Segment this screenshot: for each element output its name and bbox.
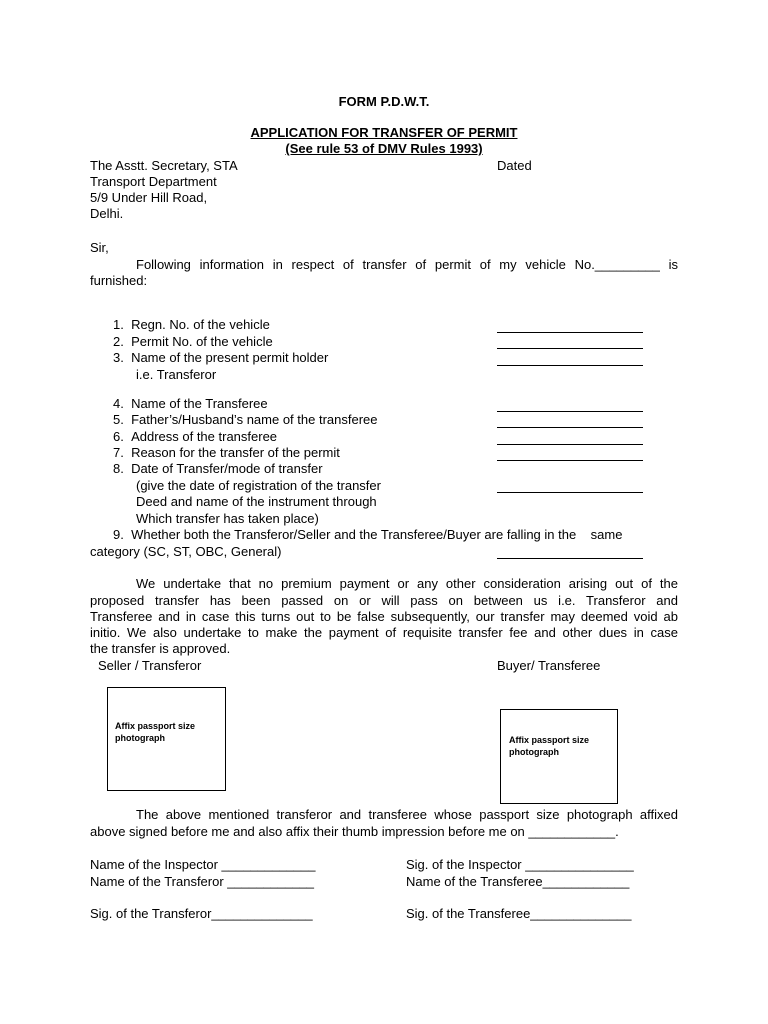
undertaking-line-4: initio. We also undertake to make the payment of requisite transfer fee and other dues in case [90,625,678,640]
item-8-detail-1: (give the date of registration of the transfer [136,478,381,493]
undertaking-line-3: Transferee and in case this turns out to be false subsequently, our transfer may deemed void ab [90,609,678,624]
buyer-photo-label: Affix passport size photograph [509,735,590,757]
item-4: 4. Name of the Transferee [113,396,268,411]
item-9: 9. Whether both the Transferor/Seller and the Transferee/Buyer are falling in the same [113,527,623,542]
attestation-line-2: above signed before me and also affix their thumb impression before me on ____________. [90,824,619,839]
item-5: 5. Father’s/Husband’s name of the transferee [113,412,378,427]
dated-label: Dated [497,158,532,173]
transferor-signature-field: Sig. of the Transferor______________ [90,906,313,921]
seller-photo-label: Affix passport size photograph [115,721,196,743]
address-line-3: 5/9 Under Hill Road, [90,190,208,205]
blank-line [497,460,643,461]
item-3: 3. Name of the present permit holder [113,350,329,365]
address-line-2: Transport Department [90,174,217,189]
item-3-continuation: i.e. Transferor [136,367,217,382]
seller-photo-box [107,687,226,791]
blank-line [497,365,643,366]
blank-line [497,492,643,493]
item-2: 2. Permit No. of the vehicle [113,334,273,349]
blank-line [497,444,643,445]
transferee-name-field: Name of the Transferee____________ [406,874,630,889]
blank-line [497,411,643,412]
intro-line-2: furnished: [90,273,148,288]
undertaking-line-1: We undertake that no premium payment or any other consideration arising out of the [136,576,678,591]
blank-line [497,348,643,349]
inspector-signature-field: Sig. of the Inspector _______________ [406,857,634,872]
page-subheading: (See rule 53 of DMV Rules 1993) [285,141,483,156]
buyer-photo-box [500,709,618,804]
seller-label: Seller / Transferor [98,658,202,673]
address-line-1: The Asstt. Secretary, STA [90,158,238,173]
form-title: FORM P.D.W.T. [338,94,430,109]
item-9-continuation: category (SC, ST, OBC, General) [90,544,282,559]
page-heading: APPLICATION FOR TRANSFER OF PERMIT [250,125,518,140]
intro-line-1: Following information in respect of transfer of permit of my vehicle No._________ is [136,257,678,272]
buyer-label: Buyer/ Transferee [497,658,601,673]
inspector-name-field: Name of the Inspector _____________ [90,857,316,872]
transferor-name-field: Name of the Transferor ____________ [90,874,315,889]
blank-line [497,558,643,559]
address-line-4: Delhi. [90,206,124,221]
item-1: 1. Regn. No. of the vehicle [113,317,270,332]
undertaking-line-2: proposed transfer has been passed on or will pass on between us i.e. Transferor and [90,593,678,608]
attestation-line-1: The above mentioned transferor and transferee whose passport size photograph affixed [136,807,678,822]
item-8: 8. Date of Transfer/mode of transfer [113,461,323,476]
item-8-detail-3: Which transfer has taken place) [136,511,319,526]
item-8-detail-2: Deed and name of the instrument through [136,494,377,509]
item-6: 6. Address of the transferee [113,429,278,444]
blank-line [497,427,643,428]
blank-line [497,332,643,333]
transferee-signature-field: Sig. of the Transferee______________ [406,906,632,921]
salutation: Sir, [90,240,109,255]
undertaking-line-5: the transfer is approved. [90,641,231,656]
item-7: 7. Reason for the transfer of the permit [113,445,340,460]
